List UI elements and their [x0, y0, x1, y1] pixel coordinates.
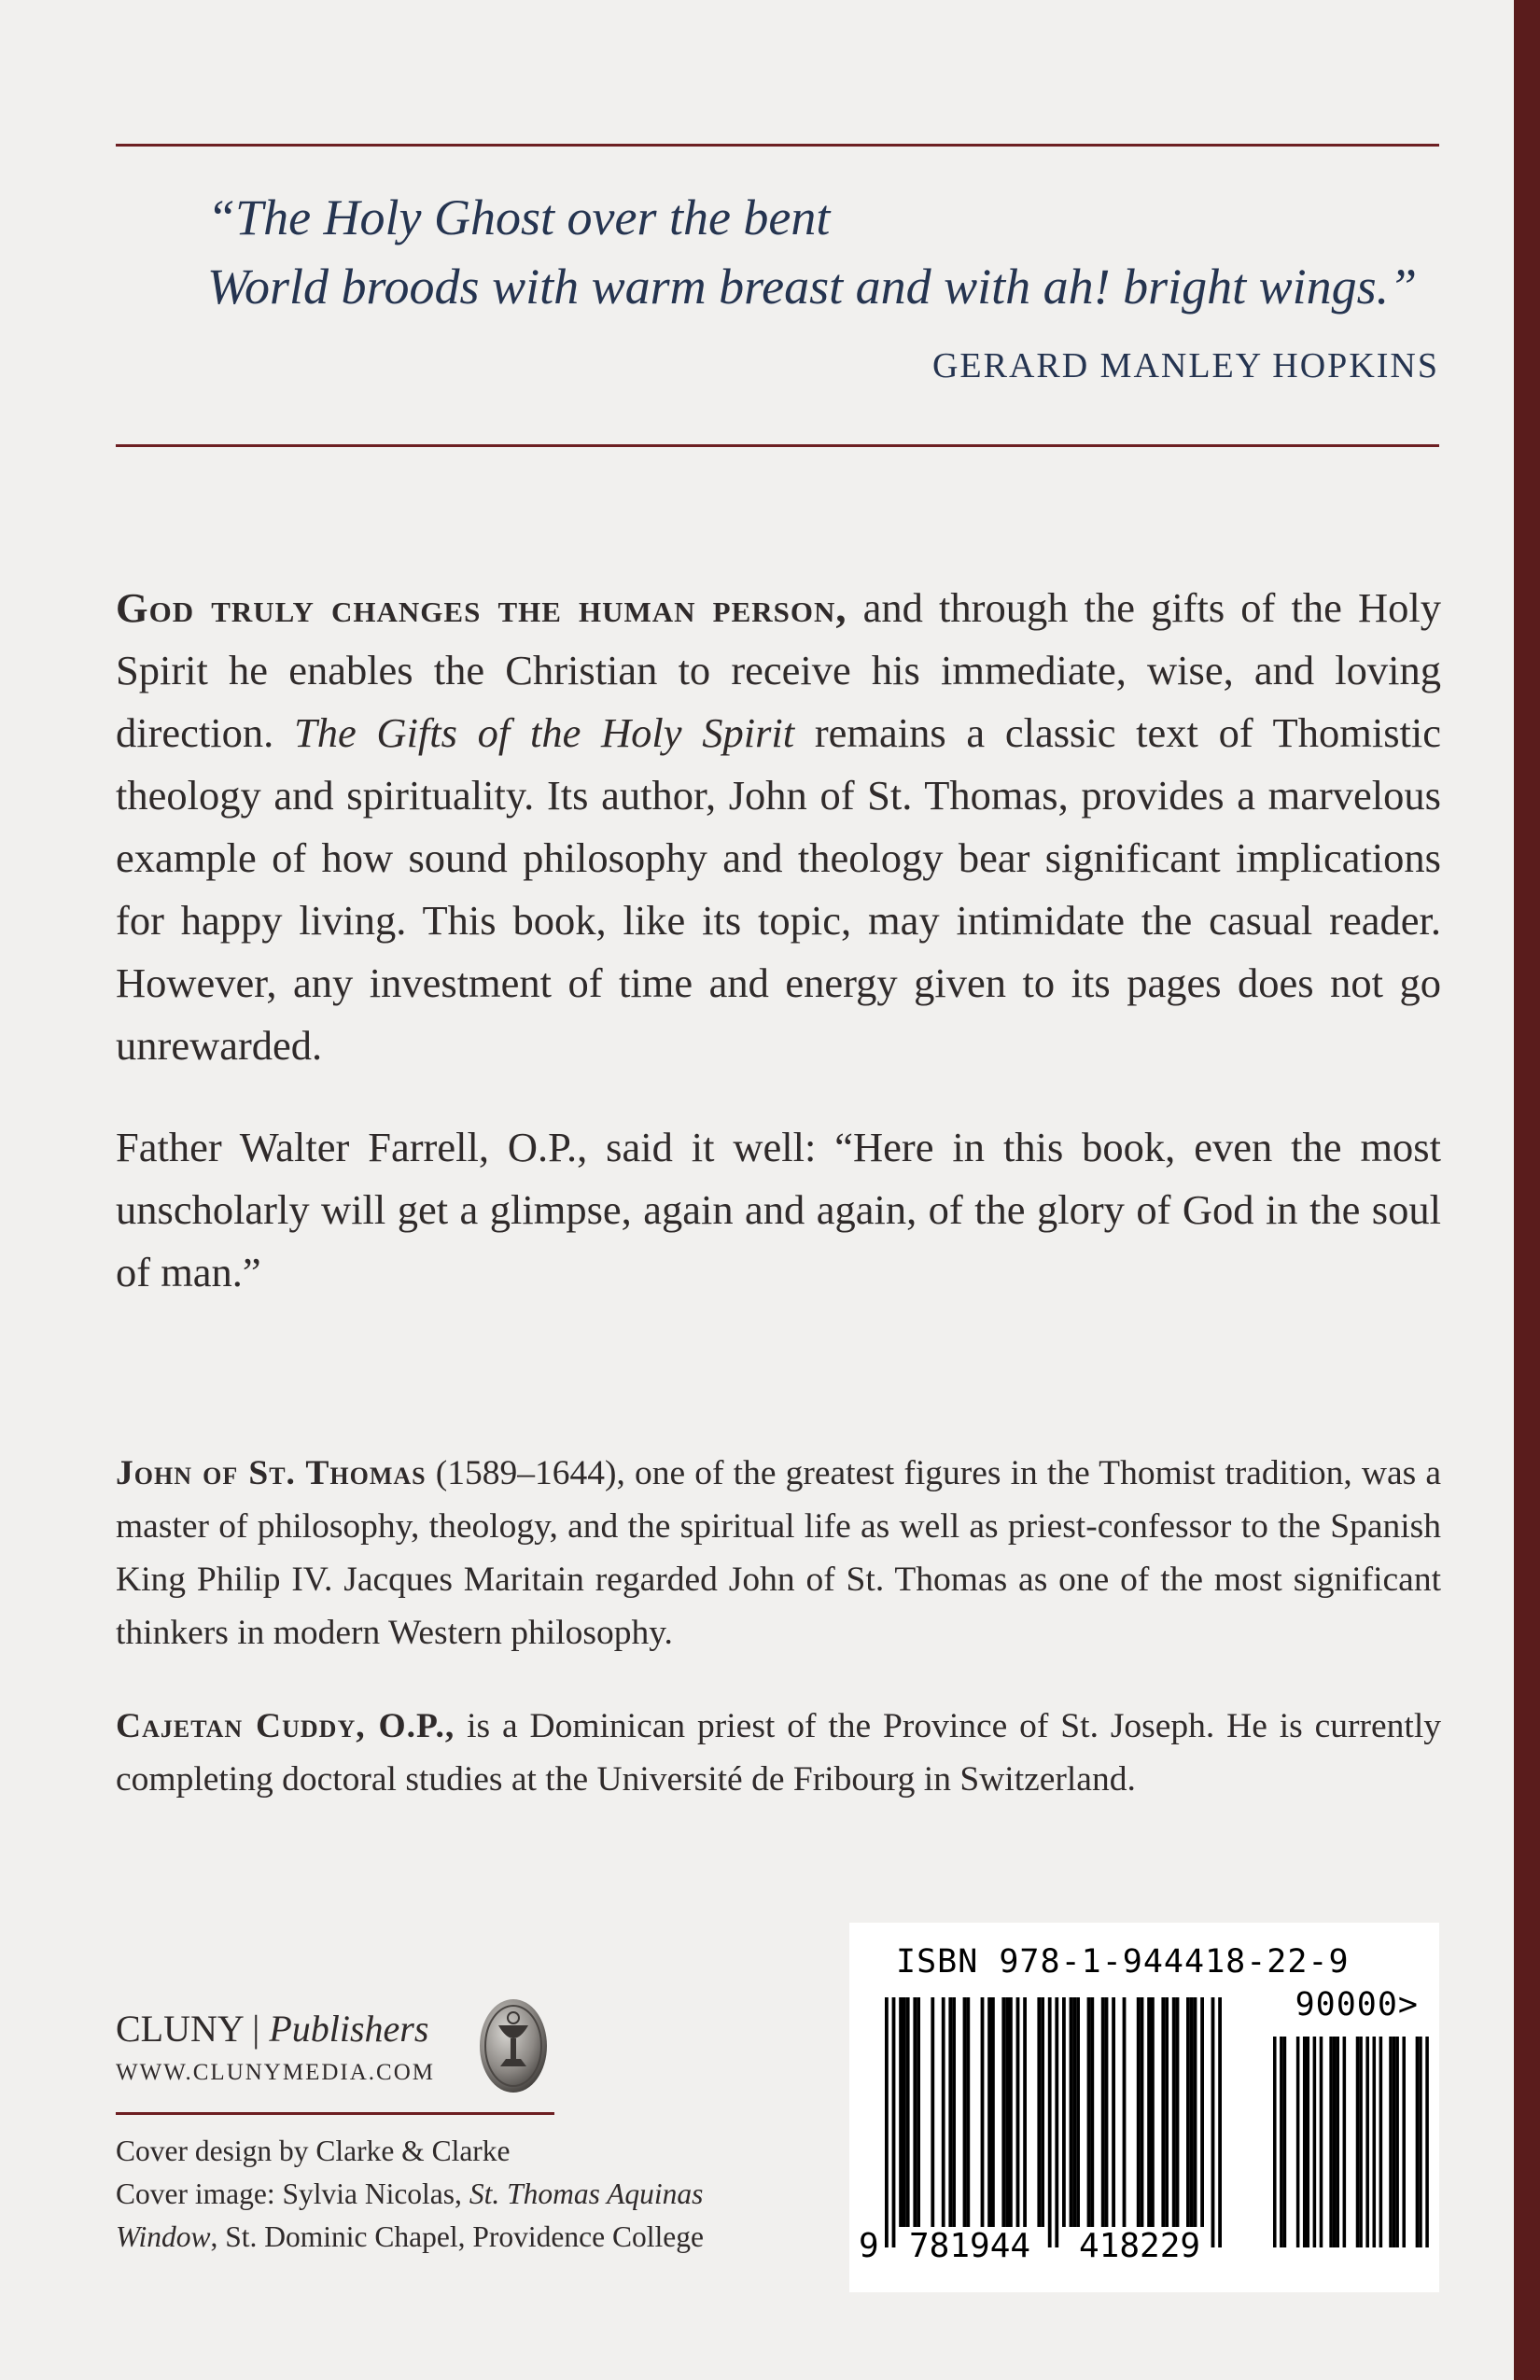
blurb-paragraph-1	[116, 577, 1441, 1077]
quote-top-rule	[116, 144, 1439, 147]
image-credit-line-1	[116, 2173, 704, 2216]
publisher-name: CLUNY	[116, 2008, 244, 2050]
barcode-left-digits: 781944	[909, 2227, 1031, 2265]
image-credit-prefix: Cover image: Sylvia Nicolas,	[116, 2177, 469, 2210]
book-title: The Gifts of the Holy Spirit	[293, 709, 795, 756]
addon-bar	[1273, 2037, 1277, 2247]
publisher-logo-text	[116, 2007, 428, 2051]
addon-bar	[1343, 2037, 1347, 2247]
addon-bar	[1389, 2037, 1393, 2247]
author-name: John of St. Thomas	[116, 1454, 427, 1492]
publisher-suffix: Publishers	[269, 2008, 429, 2050]
image-credit-suffix: , St. Dominic Chapel, Providence College	[210, 2220, 704, 2253]
addon-bar	[1329, 2037, 1333, 2247]
publisher-url: WWW.CLUNYMEDIA.COM	[116, 2060, 435, 2085]
author-bio	[116, 1447, 1441, 1659]
addon-bar	[1280, 2037, 1283, 2247]
addon-bar	[1393, 2037, 1396, 2247]
addon-bar	[1373, 2037, 1377, 2247]
barcode-first-digit: 9	[859, 2227, 879, 2265]
addon-bar	[1320, 2037, 1323, 2247]
addon-bar	[1359, 2037, 1363, 2247]
addon-bar	[1313, 2037, 1317, 2247]
addon-bar	[1336, 2037, 1339, 2247]
addon-bar	[1307, 2037, 1310, 2247]
blurb-paragraph-2: Father Walter Farrell, O.P., said it well: “Here in this book, even the most unscholarly will get a glimpse, again and again, of the glory of God in the soul of man.”	[116, 1124, 1441, 1295]
barcode-panel	[849, 1923, 1439, 2292]
addon-bar	[1425, 2037, 1429, 2247]
editor-name: Cajetan Cuddy, O.P.,	[116, 1707, 455, 1745]
addon-bar	[1303, 2037, 1307, 2247]
quote-line-2: World broods with warm breast and with ah! bright wings.”	[207, 259, 1418, 315]
addon-bar	[1365, 2037, 1369, 2247]
cover-credits	[116, 2130, 704, 2259]
spine-edge	[1514, 0, 1540, 2380]
isbn-label: ISBN 978-1-944418-22-9	[896, 1943, 1350, 1981]
quote-attribution: GERARD MANLEY HOPKINS	[931, 346, 1439, 385]
quote-line-1: “The Holy Ghost over the bent	[207, 189, 831, 245]
design-credit: Cover design by Clarke & Clarke	[116, 2135, 511, 2167]
blurb-text-2: remains a classic text of Thomistic theology and spirituality. Its author, John of St. Thomas, provides a marvelous example of how sound philosophy and theology bear significant implications for happy living. This book, like its topic, may intimidate the casual reader. However, any investment of time and energy given to its pages does not go unrewarded.	[116, 709, 1441, 1069]
image-title-part2: Window	[116, 2220, 211, 2253]
addon-bar	[1283, 2037, 1287, 2247]
price-code: 90000>	[1295, 1986, 1419, 2023]
addon-bar	[1356, 2037, 1360, 2247]
image-credit-line-2	[116, 2216, 704, 2259]
barcode-right-digits: 418229	[1079, 2227, 1201, 2265]
epigraph-quote	[207, 183, 1439, 321]
publisher-rule	[116, 2112, 554, 2115]
editor-bio	[116, 1700, 1441, 1806]
addon-bar	[1416, 2037, 1420, 2247]
addon-bar	[1379, 2037, 1383, 2247]
blurb-lead-in: God truly changes the human person,	[116, 584, 847, 631]
blurb-text-1: and through the gifts of the Holy Spirit he enables the Christian to receive his immediate, wise, and loving direction.	[116, 584, 1441, 756]
publisher-separator: |	[243, 2008, 270, 2050]
quote-bottom-rule	[116, 444, 1439, 447]
addon-bar	[1419, 2037, 1422, 2247]
addon-bar	[1395, 2037, 1399, 2247]
editor-bio-text: is a Dominican priest of the Province of St. Joseph. He is currently completing doctoral studies at the Université de Fribourg in Switzerland.	[116, 1707, 1441, 1799]
image-title-part1: St. Thomas Aquinas	[469, 2177, 704, 2210]
addon-bar	[1333, 2037, 1337, 2247]
author-bio-text: (1589–1644), one of the greatest figures in the Thomist tradition, was a master of philosophy, theology, and the spiritual life as well as priest-confessor to the Spanish King Philip IV. Jacques Maritain regarded John of St. Thomas as one of the most significant thinkers in modern Western philosophy.	[116, 1454, 1441, 1652]
addon-bar	[1296, 2037, 1300, 2247]
chalice-seal-icon	[478, 1997, 549, 2094]
addon-bar	[1402, 2037, 1406, 2247]
